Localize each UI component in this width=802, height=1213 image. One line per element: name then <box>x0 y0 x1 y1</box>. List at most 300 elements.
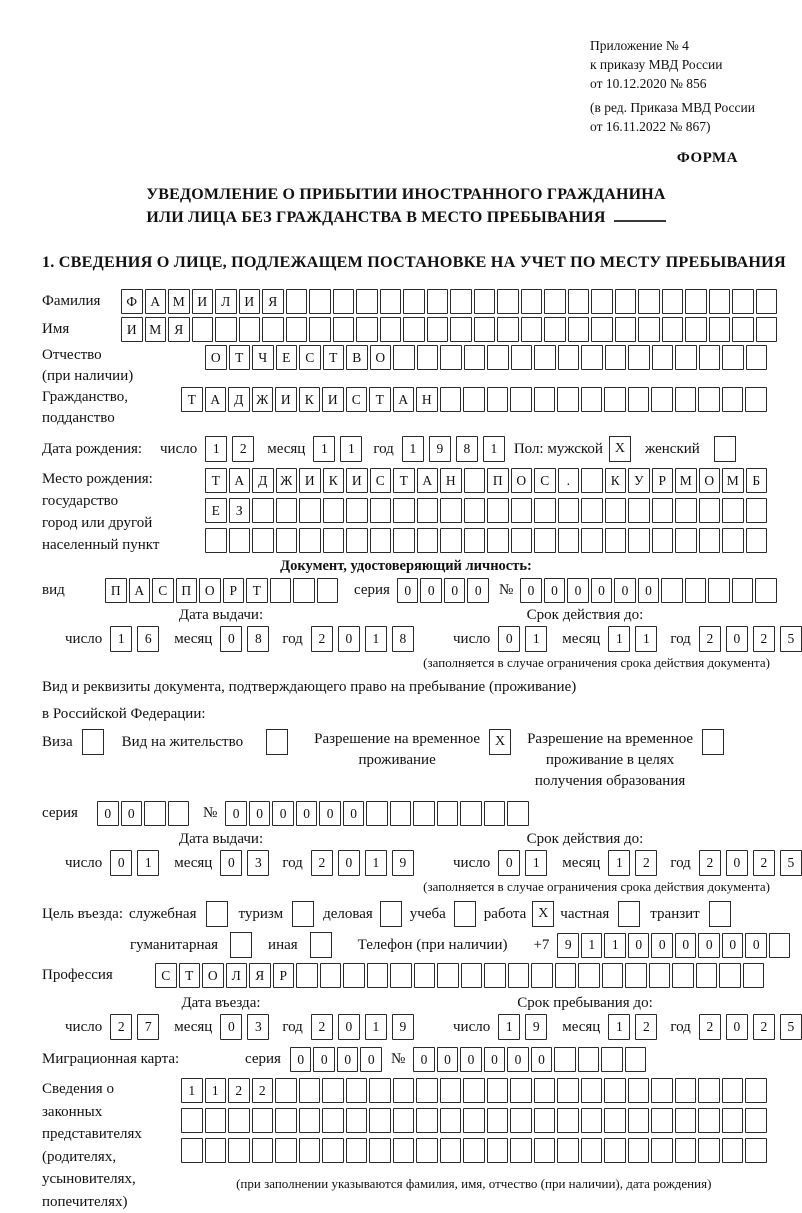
char-cell[interactable]: С <box>346 387 368 412</box>
char-cell[interactable] <box>293 578 315 603</box>
char-cell[interactable] <box>662 289 684 314</box>
char-cell[interactable]: 2 <box>311 850 333 876</box>
char-cell[interactable]: М <box>168 289 190 314</box>
char-cell[interactable]: 1 <box>340 436 362 462</box>
char-cell[interactable] <box>346 1138 368 1163</box>
char-cell[interactable]: 0 <box>272 801 294 826</box>
char-cell[interactable]: 1 <box>181 1078 203 1103</box>
char-cell[interactable] <box>558 528 580 553</box>
char-cell[interactable]: 0 <box>338 850 360 876</box>
char-cell[interactable]: А <box>229 468 251 493</box>
char-cell[interactable] <box>192 317 214 342</box>
char-cell[interactable] <box>317 578 339 603</box>
char-cell[interactable] <box>581 1138 603 1163</box>
char-cell[interactable] <box>393 1108 415 1133</box>
char-cell[interactable] <box>413 801 435 826</box>
char-cell[interactable] <box>511 528 533 553</box>
char-cell[interactable] <box>275 1138 297 1163</box>
char-cell[interactable] <box>323 498 345 523</box>
char-cell[interactable] <box>367 963 389 988</box>
char-cell[interactable]: 2 <box>311 626 333 652</box>
char-cell[interactable] <box>675 1078 697 1103</box>
char-cell[interactable]: Т <box>181 387 203 412</box>
temp-permit-checkbox[interactable]: X <box>489 729 511 755</box>
char-cell[interactable]: Т <box>369 387 391 412</box>
char-cell[interactable] <box>675 1108 697 1133</box>
char-cell[interactable]: С <box>152 578 174 603</box>
char-cell[interactable] <box>732 289 754 314</box>
char-cell[interactable]: Ж <box>276 468 298 493</box>
char-cell[interactable] <box>675 1138 697 1163</box>
char-cell[interactable] <box>698 1138 720 1163</box>
char-cell[interactable]: В <box>346 345 368 370</box>
char-cell[interactable] <box>464 468 486 493</box>
char-cell[interactable]: И <box>121 317 143 342</box>
char-cell[interactable] <box>605 345 627 370</box>
char-cell[interactable] <box>497 289 519 314</box>
char-cell[interactable]: 1 <box>365 850 387 876</box>
char-cell[interactable]: 0 <box>220 626 242 652</box>
char-cell[interactable] <box>628 387 650 412</box>
char-cell[interactable] <box>299 1138 321 1163</box>
char-cell[interactable]: К <box>299 387 321 412</box>
char-cell[interactable] <box>698 1078 720 1103</box>
char-cell[interactable] <box>416 1108 438 1133</box>
char-cell[interactable]: Я <box>168 317 190 342</box>
char-cell[interactable] <box>510 1108 532 1133</box>
char-cell[interactable]: К <box>605 468 627 493</box>
char-cell[interactable] <box>581 468 603 493</box>
char-cell[interactable] <box>722 345 744 370</box>
char-cell[interactable] <box>440 528 462 553</box>
char-cell[interactable]: 0 <box>651 933 673 958</box>
char-cell[interactable] <box>333 289 355 314</box>
char-cell[interactable] <box>746 498 768 523</box>
char-cell[interactable] <box>675 345 697 370</box>
char-cell[interactable]: 1 <box>525 850 547 876</box>
char-cell[interactable] <box>568 289 590 314</box>
char-cell[interactable]: Р <box>273 963 295 988</box>
char-cell[interactable] <box>746 528 768 553</box>
char-cell[interactable] <box>484 963 506 988</box>
char-cell[interactable] <box>628 1078 650 1103</box>
char-cell[interactable] <box>557 1138 579 1163</box>
char-cell[interactable]: М <box>722 468 744 493</box>
char-cell[interactable] <box>685 289 707 314</box>
char-cell[interactable]: 0 <box>745 933 767 958</box>
char-cell[interactable]: 2 <box>232 436 254 462</box>
char-cell[interactable] <box>732 317 754 342</box>
char-cell[interactable]: 2 <box>699 626 721 652</box>
char-cell[interactable] <box>440 1108 462 1133</box>
char-cell[interactable] <box>555 963 577 988</box>
char-cell[interactable]: З <box>229 498 251 523</box>
char-cell[interactable]: 0 <box>698 933 720 958</box>
char-cell[interactable] <box>709 289 731 314</box>
char-cell[interactable] <box>521 317 543 342</box>
char-cell[interactable] <box>343 963 365 988</box>
char-cell[interactable]: 0 <box>220 850 242 876</box>
char-cell[interactable] <box>463 387 485 412</box>
char-cell[interactable]: 0 <box>121 801 143 826</box>
char-cell[interactable] <box>427 289 449 314</box>
char-cell[interactable]: 0 <box>225 801 247 826</box>
char-cell[interactable]: 5 <box>780 850 802 876</box>
char-cell[interactable] <box>403 317 425 342</box>
char-cell[interactable]: Л <box>215 289 237 314</box>
char-cell[interactable]: Н <box>416 387 438 412</box>
char-cell[interactable] <box>252 498 274 523</box>
char-cell[interactable]: 0 <box>726 850 748 876</box>
char-cell[interactable]: 2 <box>252 1078 274 1103</box>
char-cell[interactable]: 5 <box>780 626 802 652</box>
char-cell[interactable]: И <box>239 289 261 314</box>
char-cell[interactable]: А <box>145 289 167 314</box>
char-cell[interactable] <box>581 1108 603 1133</box>
char-cell[interactable] <box>510 387 532 412</box>
char-cell[interactable]: П <box>176 578 198 603</box>
char-cell[interactable]: И <box>275 387 297 412</box>
char-cell[interactable]: 0 <box>726 626 748 652</box>
char-cell[interactable]: 1 <box>110 626 132 652</box>
char-cell[interactable]: 2 <box>110 1014 132 1040</box>
char-cell[interactable] <box>369 1108 391 1133</box>
char-cell[interactable] <box>205 1108 227 1133</box>
char-cell[interactable] <box>450 289 472 314</box>
char-cell[interactable]: 0 <box>313 1047 335 1072</box>
char-cell[interactable] <box>581 528 603 553</box>
char-cell[interactable]: П <box>487 468 509 493</box>
char-cell[interactable] <box>756 317 778 342</box>
char-cell[interactable] <box>602 963 624 988</box>
char-cell[interactable] <box>604 1138 626 1163</box>
char-cell[interactable] <box>675 387 697 412</box>
char-cell[interactable]: 0 <box>444 578 466 603</box>
char-cell[interactable] <box>534 387 556 412</box>
char-cell[interactable] <box>722 1078 744 1103</box>
char-cell[interactable] <box>745 1078 767 1103</box>
char-cell[interactable]: 3 <box>247 1014 269 1040</box>
char-cell[interactable]: И <box>299 468 321 493</box>
char-cell[interactable]: 0 <box>319 801 341 826</box>
char-cell[interactable] <box>437 801 459 826</box>
char-cell[interactable] <box>276 498 298 523</box>
char-cell[interactable] <box>239 317 261 342</box>
char-cell[interactable] <box>487 1138 509 1163</box>
char-cell[interactable]: 0 <box>337 1047 359 1072</box>
char-cell[interactable]: А <box>205 387 227 412</box>
char-cell[interactable]: Я <box>262 289 284 314</box>
char-cell[interactable] <box>605 528 627 553</box>
char-cell[interactable] <box>591 289 613 314</box>
char-cell[interactable]: О <box>699 468 721 493</box>
char-cell[interactable] <box>719 963 741 988</box>
char-cell[interactable] <box>346 1108 368 1133</box>
char-cell[interactable]: 8 <box>456 436 478 462</box>
char-cell[interactable] <box>369 1138 391 1163</box>
char-cell[interactable] <box>581 1078 603 1103</box>
char-cell[interactable] <box>698 387 720 412</box>
char-cell[interactable] <box>252 1138 274 1163</box>
char-cell[interactable] <box>708 578 730 603</box>
sex-male-checkbox[interactable]: X <box>609 436 631 462</box>
char-cell[interactable] <box>393 345 415 370</box>
char-cell[interactable]: О <box>205 345 227 370</box>
char-cell[interactable]: 0 <box>638 578 660 603</box>
char-cell[interactable] <box>625 1047 647 1072</box>
char-cell[interactable]: Т <box>229 345 251 370</box>
char-cell[interactable]: 3 <box>247 850 269 876</box>
char-cell[interactable] <box>414 963 436 988</box>
visa-checkbox[interactable] <box>82 729 104 755</box>
char-cell[interactable]: 0 <box>628 933 650 958</box>
char-cell[interactable] <box>463 1108 485 1133</box>
char-cell[interactable] <box>604 387 626 412</box>
char-cell[interactable] <box>554 1047 576 1072</box>
char-cell[interactable]: О <box>511 468 533 493</box>
char-cell[interactable] <box>698 1108 720 1133</box>
char-cell[interactable] <box>487 345 509 370</box>
char-cell[interactable] <box>510 1078 532 1103</box>
char-cell[interactable] <box>369 1078 391 1103</box>
char-cell[interactable] <box>228 1108 250 1133</box>
char-cell[interactable] <box>333 317 355 342</box>
char-cell[interactable]: С <box>534 468 556 493</box>
char-cell[interactable] <box>604 1078 626 1103</box>
char-cell[interactable] <box>322 1138 344 1163</box>
char-cell[interactable]: 2 <box>228 1078 250 1103</box>
char-cell[interactable] <box>652 345 674 370</box>
char-cell[interactable]: А <box>393 387 415 412</box>
char-cell[interactable]: 1 <box>137 850 159 876</box>
char-cell[interactable] <box>769 933 791 958</box>
char-cell[interactable]: И <box>346 468 368 493</box>
char-cell[interactable] <box>181 1138 203 1163</box>
char-cell[interactable] <box>696 963 718 988</box>
char-cell[interactable] <box>461 963 483 988</box>
char-cell[interactable] <box>440 387 462 412</box>
char-cell[interactable] <box>390 963 412 988</box>
char-cell[interactable] <box>722 1138 744 1163</box>
char-cell[interactable]: Я <box>249 963 271 988</box>
char-cell[interactable] <box>651 1138 673 1163</box>
char-cell[interactable]: 0 <box>413 1047 435 1072</box>
char-cell[interactable]: 0 <box>675 933 697 958</box>
char-cell[interactable] <box>497 317 519 342</box>
char-cell[interactable] <box>393 528 415 553</box>
char-cell[interactable]: 1 <box>313 436 335 462</box>
char-cell[interactable]: А <box>129 578 151 603</box>
char-cell[interactable]: Е <box>276 345 298 370</box>
char-cell[interactable]: 0 <box>343 801 365 826</box>
edu-permit-checkbox[interactable] <box>702 729 724 755</box>
char-cell[interactable] <box>558 498 580 523</box>
char-cell[interactable] <box>380 317 402 342</box>
char-cell[interactable] <box>672 963 694 988</box>
char-cell[interactable]: . <box>558 468 580 493</box>
char-cell[interactable]: 0 <box>614 578 636 603</box>
char-cell[interactable] <box>601 1047 623 1072</box>
char-cell[interactable]: 0 <box>544 578 566 603</box>
purpose-work-checkbox[interactable]: X <box>532 901 554 927</box>
char-cell[interactable]: О <box>370 345 392 370</box>
char-cell[interactable] <box>628 1138 650 1163</box>
char-cell[interactable]: Д <box>228 387 250 412</box>
char-cell[interactable] <box>487 387 509 412</box>
char-cell[interactable] <box>511 345 533 370</box>
char-cell[interactable]: 0 <box>338 1014 360 1040</box>
char-cell[interactable] <box>507 801 529 826</box>
char-cell[interactable] <box>722 528 744 553</box>
char-cell[interactable] <box>356 289 378 314</box>
char-cell[interactable] <box>662 317 684 342</box>
char-cell[interactable] <box>534 528 556 553</box>
char-cell[interactable] <box>309 317 331 342</box>
char-cell[interactable] <box>558 345 580 370</box>
char-cell[interactable] <box>625 963 647 988</box>
char-cell[interactable] <box>417 528 439 553</box>
char-cell[interactable]: С <box>299 345 321 370</box>
char-cell[interactable] <box>252 528 274 553</box>
char-cell[interactable]: 7 <box>137 1014 159 1040</box>
char-cell[interactable] <box>732 578 754 603</box>
char-cell[interactable] <box>320 963 342 988</box>
char-cell[interactable] <box>450 317 472 342</box>
char-cell[interactable] <box>510 1138 532 1163</box>
char-cell[interactable] <box>205 1138 227 1163</box>
char-cell[interactable]: 2 <box>635 850 657 876</box>
purpose-official-checkbox[interactable] <box>206 901 228 927</box>
char-cell[interactable] <box>521 289 543 314</box>
char-cell[interactable] <box>346 498 368 523</box>
sex-female-checkbox[interactable] <box>714 436 736 462</box>
char-cell[interactable] <box>755 578 777 603</box>
char-cell[interactable] <box>652 498 674 523</box>
char-cell[interactable]: А <box>417 468 439 493</box>
char-cell[interactable]: 6 <box>137 626 159 652</box>
char-cell[interactable]: 2 <box>753 850 775 876</box>
char-cell[interactable] <box>393 1138 415 1163</box>
char-cell[interactable] <box>252 1108 274 1133</box>
char-cell[interactable] <box>685 578 707 603</box>
char-cell[interactable] <box>557 1108 579 1133</box>
char-cell[interactable] <box>393 1078 415 1103</box>
char-cell[interactable] <box>299 528 321 553</box>
char-cell[interactable]: Т <box>179 963 201 988</box>
char-cell[interactable] <box>460 801 482 826</box>
char-cell[interactable] <box>229 528 251 553</box>
char-cell[interactable]: 0 <box>591 578 613 603</box>
char-cell[interactable] <box>464 498 486 523</box>
char-cell[interactable]: 0 <box>484 1047 506 1072</box>
char-cell[interactable] <box>534 345 556 370</box>
char-cell[interactable] <box>651 1078 673 1103</box>
char-cell[interactable] <box>296 963 318 988</box>
char-cell[interactable] <box>628 345 650 370</box>
char-cell[interactable] <box>370 498 392 523</box>
purpose-transit-checkbox[interactable] <box>709 901 731 927</box>
char-cell[interactable]: 0 <box>249 801 271 826</box>
char-cell[interactable]: Р <box>223 578 245 603</box>
char-cell[interactable] <box>591 317 613 342</box>
char-cell[interactable] <box>651 387 673 412</box>
char-cell[interactable]: 0 <box>722 933 744 958</box>
char-cell[interactable]: М <box>145 317 167 342</box>
char-cell[interactable] <box>699 528 721 553</box>
char-cell[interactable] <box>346 528 368 553</box>
char-cell[interactable] <box>581 345 603 370</box>
char-cell[interactable]: 1 <box>483 436 505 462</box>
char-cell[interactable]: 2 <box>699 850 721 876</box>
char-cell[interactable]: И <box>322 387 344 412</box>
char-cell[interactable] <box>299 1108 321 1133</box>
char-cell[interactable] <box>756 289 778 314</box>
char-cell[interactable] <box>356 317 378 342</box>
char-cell[interactable] <box>366 801 388 826</box>
char-cell[interactable] <box>463 1078 485 1103</box>
char-cell[interactable] <box>323 528 345 553</box>
char-cell[interactable] <box>322 1108 344 1133</box>
char-cell[interactable]: 2 <box>311 1014 333 1040</box>
char-cell[interactable] <box>463 1138 485 1163</box>
char-cell[interactable] <box>568 317 590 342</box>
char-cell[interactable]: 1 <box>608 626 630 652</box>
char-cell[interactable] <box>487 1108 509 1133</box>
char-cell[interactable] <box>699 498 721 523</box>
char-cell[interactable]: 0 <box>567 578 589 603</box>
purpose-study-checkbox[interactable] <box>454 901 476 927</box>
char-cell[interactable]: 0 <box>531 1047 553 1072</box>
purpose-private-checkbox[interactable] <box>618 901 640 927</box>
char-cell[interactable]: Б <box>746 468 768 493</box>
char-cell[interactable] <box>508 963 530 988</box>
char-cell[interactable]: 1 <box>205 436 227 462</box>
char-cell[interactable] <box>628 1108 650 1133</box>
char-cell[interactable]: 1 <box>608 850 630 876</box>
char-cell[interactable] <box>417 345 439 370</box>
char-cell[interactable] <box>605 498 627 523</box>
char-cell[interactable] <box>228 1138 250 1163</box>
char-cell[interactable] <box>144 801 166 826</box>
char-cell[interactable]: Р <box>652 468 674 493</box>
char-cell[interactable]: 1 <box>604 933 626 958</box>
char-cell[interactable] <box>262 317 284 342</box>
char-cell[interactable]: И <box>192 289 214 314</box>
char-cell[interactable]: 1 <box>635 626 657 652</box>
char-cell[interactable]: 1 <box>365 626 387 652</box>
char-cell[interactable] <box>628 528 650 553</box>
char-cell[interactable] <box>581 387 603 412</box>
char-cell[interactable]: 2 <box>753 626 775 652</box>
char-cell[interactable]: 1 <box>402 436 424 462</box>
char-cell[interactable]: 0 <box>498 850 520 876</box>
purpose-business-checkbox[interactable] <box>380 901 402 927</box>
char-cell[interactable]: 1 <box>525 626 547 652</box>
char-cell[interactable] <box>615 289 637 314</box>
char-cell[interactable] <box>615 317 637 342</box>
char-cell[interactable] <box>531 963 553 988</box>
char-cell[interactable] <box>544 317 566 342</box>
char-cell[interactable] <box>474 317 496 342</box>
char-cell[interactable]: 2 <box>635 1014 657 1040</box>
char-cell[interactable] <box>464 345 486 370</box>
char-cell[interactable]: У <box>628 468 650 493</box>
char-cell[interactable] <box>745 1108 767 1133</box>
char-cell[interactable]: 9 <box>429 436 451 462</box>
char-cell[interactable]: 0 <box>296 801 318 826</box>
char-cell[interactable]: Ф <box>121 289 143 314</box>
char-cell[interactable] <box>440 345 462 370</box>
